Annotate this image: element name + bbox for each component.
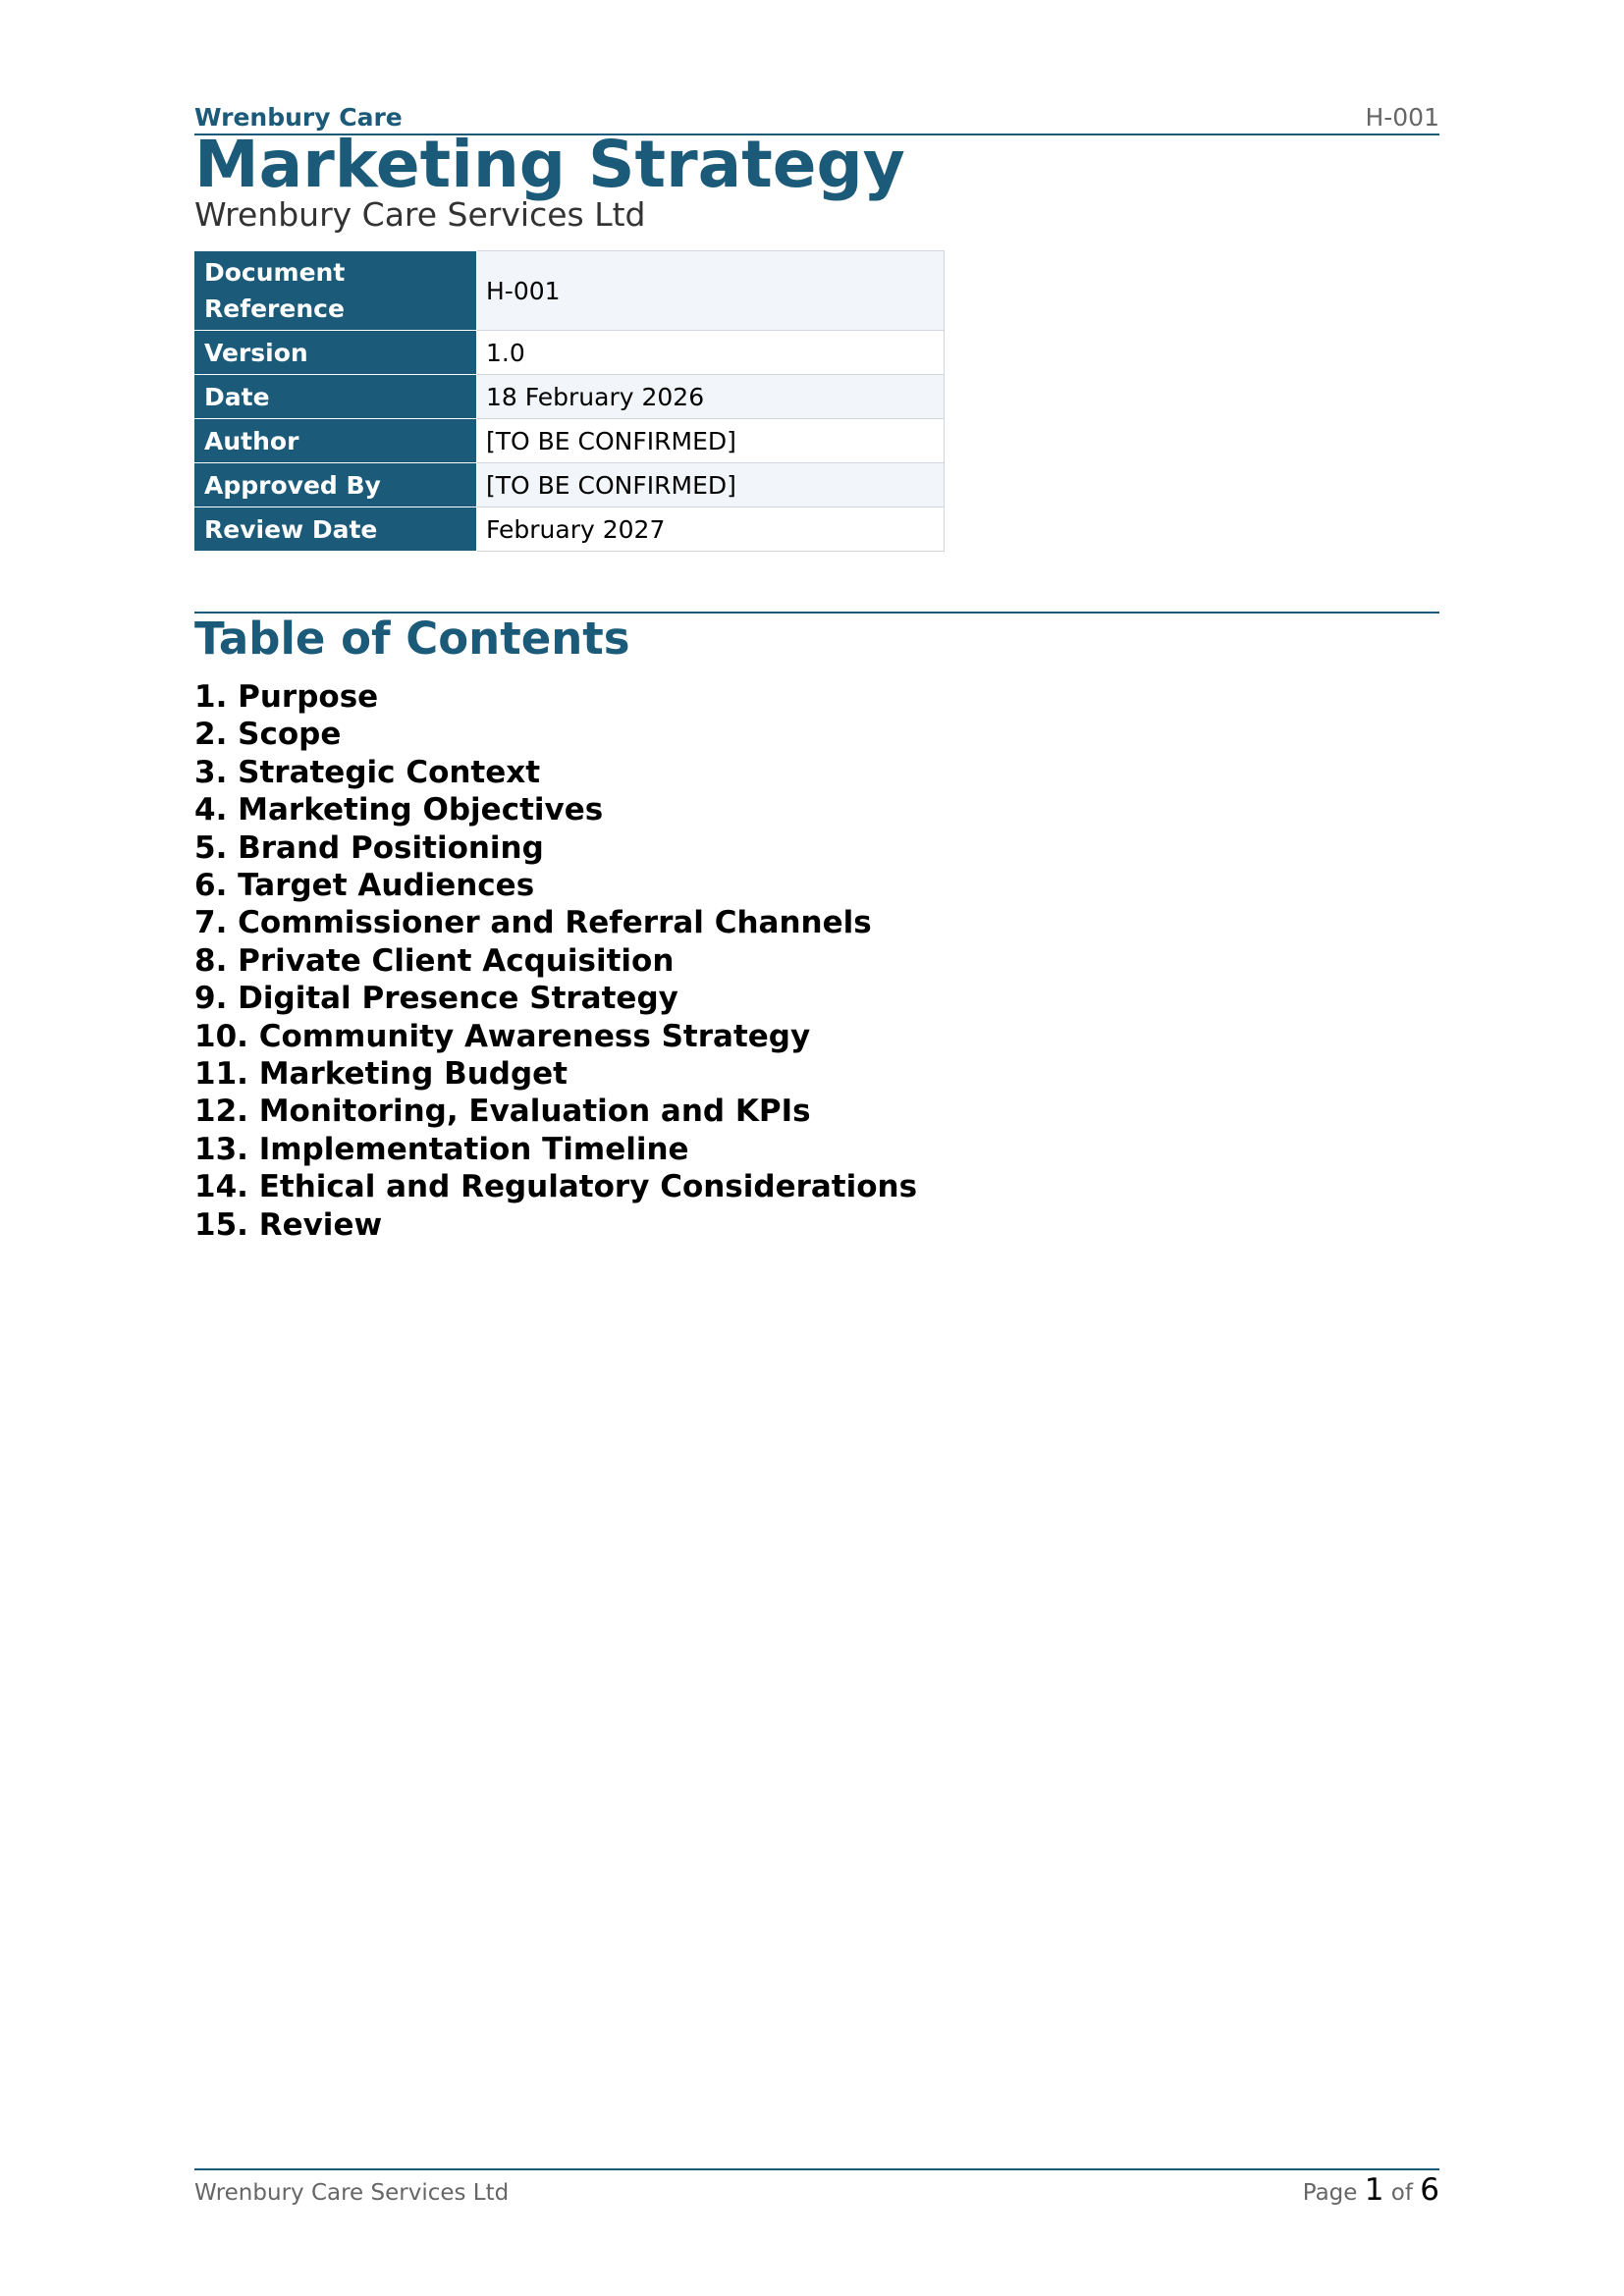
document-control-key: Version (195, 331, 477, 375)
toc-item-implementation-timeline[interactable]: 13. Implementation Timeline (194, 1131, 689, 1167)
current-page-number: 1 (1364, 2172, 1384, 2208)
document-title: Marketing Strategy (194, 127, 905, 202)
document-control-row (195, 251, 945, 331)
toc-item-purpose[interactable]: 1. Purpose (194, 679, 379, 715)
page-label: Page (1302, 2180, 1358, 2206)
document-control-value: 18 February 2026 (477, 375, 945, 419)
document-control-value: [TO BE CONFIRMED] (477, 419, 945, 463)
toc-item-marketing-budget[interactable]: 11. Marketing Budget (194, 1056, 568, 1093)
toc-item-target-audiences[interactable]: 6. Target Audiences (194, 868, 535, 904)
document-control-value: [TO BE CONFIRMED] (477, 463, 945, 507)
document-control-key: Approved By (195, 463, 477, 507)
document-control-key: Review Date (195, 507, 477, 552)
document-subtitle: Wrenbury Care Services Ltd (194, 195, 646, 234)
document-control-row (195, 375, 945, 419)
document-control-row (195, 419, 945, 463)
toc-heading: Table of Contents (194, 613, 630, 665)
toc-item-brand-positioning[interactable]: 5. Brand Positioning (194, 829, 544, 866)
page-of-label: of (1390, 2180, 1413, 2206)
footer-organisation: Wrenbury Care Services Ltd (194, 2180, 510, 2206)
toc-item-digital-presence-strategy[interactable]: 9. Digital Presence Strategy (194, 981, 678, 1017)
toc-item-scope[interactable]: 2. Scope (194, 717, 342, 753)
document-control-key: Author (195, 419, 477, 463)
document-control-key: Document Reference (195, 251, 477, 331)
header-brand: Wrenbury Care (194, 103, 403, 132)
document-control-value: February 2027 (477, 507, 945, 552)
toc-item-strategic-context[interactable]: 3. Strategic Context (194, 754, 541, 790)
toc-item-review[interactable]: 15. Review (194, 1206, 383, 1243)
toc-item-monitoring-evaluation-kpis[interactable]: 12. Monitoring, Evaluation and KPIs (194, 1094, 811, 1130)
toc-item-private-client-acquisition[interactable]: 8. Private Client Acquisition (194, 942, 675, 979)
document-control-value: 1.0 (477, 331, 945, 375)
document-control-row (195, 331, 945, 375)
document-control-table (194, 250, 945, 552)
document-control-row (195, 463, 945, 507)
toc-item-ethical-regulatory-considerations[interactable]: 14. Ethical and Regulatory Considerations (194, 1169, 918, 1205)
total-page-count: 6 (1420, 2172, 1439, 2208)
toc-item-community-awareness-strategy[interactable]: 10. Community Awareness Strategy (194, 1018, 811, 1054)
header-document-reference: H-001 (1365, 103, 1439, 132)
table-of-contents (194, 678, 917, 1244)
running-footer (194, 2168, 1439, 2210)
document-control-key: Date (195, 375, 477, 419)
page-indicator (1303, 2172, 1439, 2211)
document-page (194, 0, 1439, 2296)
toc-item-commissioner-referral-channels[interactable]: 7. Commissioner and Referral Channels (194, 905, 872, 941)
document-control-value: H-001 (477, 251, 945, 331)
document-control-row (195, 507, 945, 552)
toc-item-marketing-objectives[interactable]: 4. Marketing Objectives (194, 792, 604, 828)
